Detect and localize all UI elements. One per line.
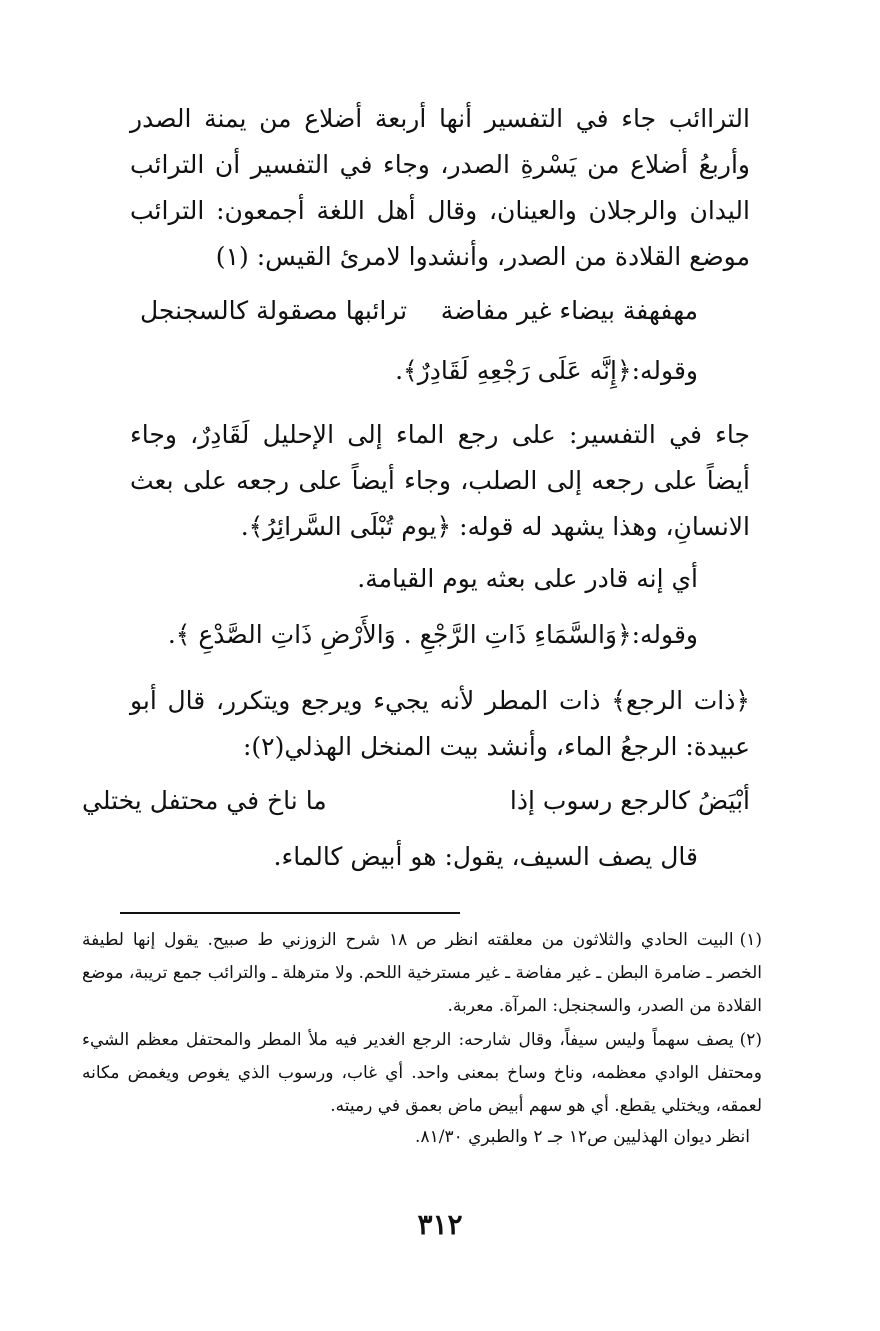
quran-quote-2: وقوله:﴿وَالسَّمَاءِ ذَاتِ الرَّجْعِ . وَالأَرْضِ ذَاتِ الصَّدْعِ ﴾.	[167, 620, 698, 649]
footnote-1-number: (١)	[739, 930, 762, 950]
footnote-separator	[120, 912, 460, 914]
line-qadir: أي إنه قادر على بعثه يوم القيامة.	[357, 564, 698, 593]
footnote-2-text: يصف سهماً وليس سيفاً، وقال شارحه: الرجع الغدير فيه ملأ المطر والمحتفل معظم الشيء ومحتفل الوادي معظمه، وناخ وساخ بمعنى واحد. أي غاب، ورسوب الذي يغوص ويغمض مكانه لعمقه، ويختلي يقطع. أي هو سهم أبيض ماض بعمق في رميته.	[82, 1030, 762, 1116]
verse2-second-hemistich: ما ناخ في محتفل يختلي	[82, 786, 327, 815]
footnote-1-text: البيت الحادي والثلاثون من معلقته انظر ص ١٨ شرح الزوزني ط صبيح. يقول إنها لطيفة الخصر ـ ضامرة البطن ـ غير مفاضة ـ غير مسترخية اللحم. ولا مترهلة ـ والترائب جمع تريبة، موضع القلادة من الصدر، والسجنجل: المرآة. معربة.	[82, 930, 762, 1016]
footnote-2	[82, 1024, 762, 1123]
page-number: ٣١٢	[417, 1208, 463, 1241]
paragraph-taraib: التراائب جاء في التفسير أنها أربعة أضلاع من يمنة الصدر وأربعُ أضلاع من يَسْرةِ الصدر، وجاء في التفسير أن الترائب اليدان والرجلان والعينان، وقال أهل اللغة أجمعون: الترائب موضع القلادة من الصدر، وأنشدوا لامرئ القيس: (١)	[130, 104, 750, 271]
verse1-second-hemistich: ترائبها مصقولة كالسجنجل	[140, 296, 408, 325]
line-qala-yasif: قال يصف السيف، يقول: هو أبيض كالماء.	[273, 842, 698, 871]
footnote-2-number: (٢)	[739, 1030, 762, 1050]
quran-quote-1: وقوله:﴿إِنَّه عَلَى رَجْعِهِ لَقَادِرٌ﴾.	[395, 356, 698, 385]
verse2-first-hemistich: أبْيَضُ كالرجع رسوب إذا	[509, 786, 750, 815]
paragraph-tafsir: جاء في التفسير: على رجع الماء إلى الإحليل لَقَادِرٌ، وجاء أيضاً على رجعه إلى الصلب، وجاء أيضاً على رجعه على بعث الانسانِ، وهذا يشهد له قوله: ﴿يوم تُبْلَى السَّرائِرُ﴾.	[130, 420, 750, 541]
footnote-source: انظر ديوان الهذليين ص١٢ جـ ٢ والطبري ٨١/٣٠.	[415, 1127, 750, 1147]
footnote-1	[82, 924, 762, 1023]
paragraph-dhat-alrajʿ: ﴿ذات الرجع﴾ ذات المطر لأنه يجيء ويرجع ويتكرر، قال أبو عبيدة: الرجعُ الماء، وأنشد بيت المنخل الهذلي(٢):	[130, 686, 750, 761]
verse1-first-hemistich: مهفهفة بيضاء غير مفاضة	[440, 296, 698, 325]
